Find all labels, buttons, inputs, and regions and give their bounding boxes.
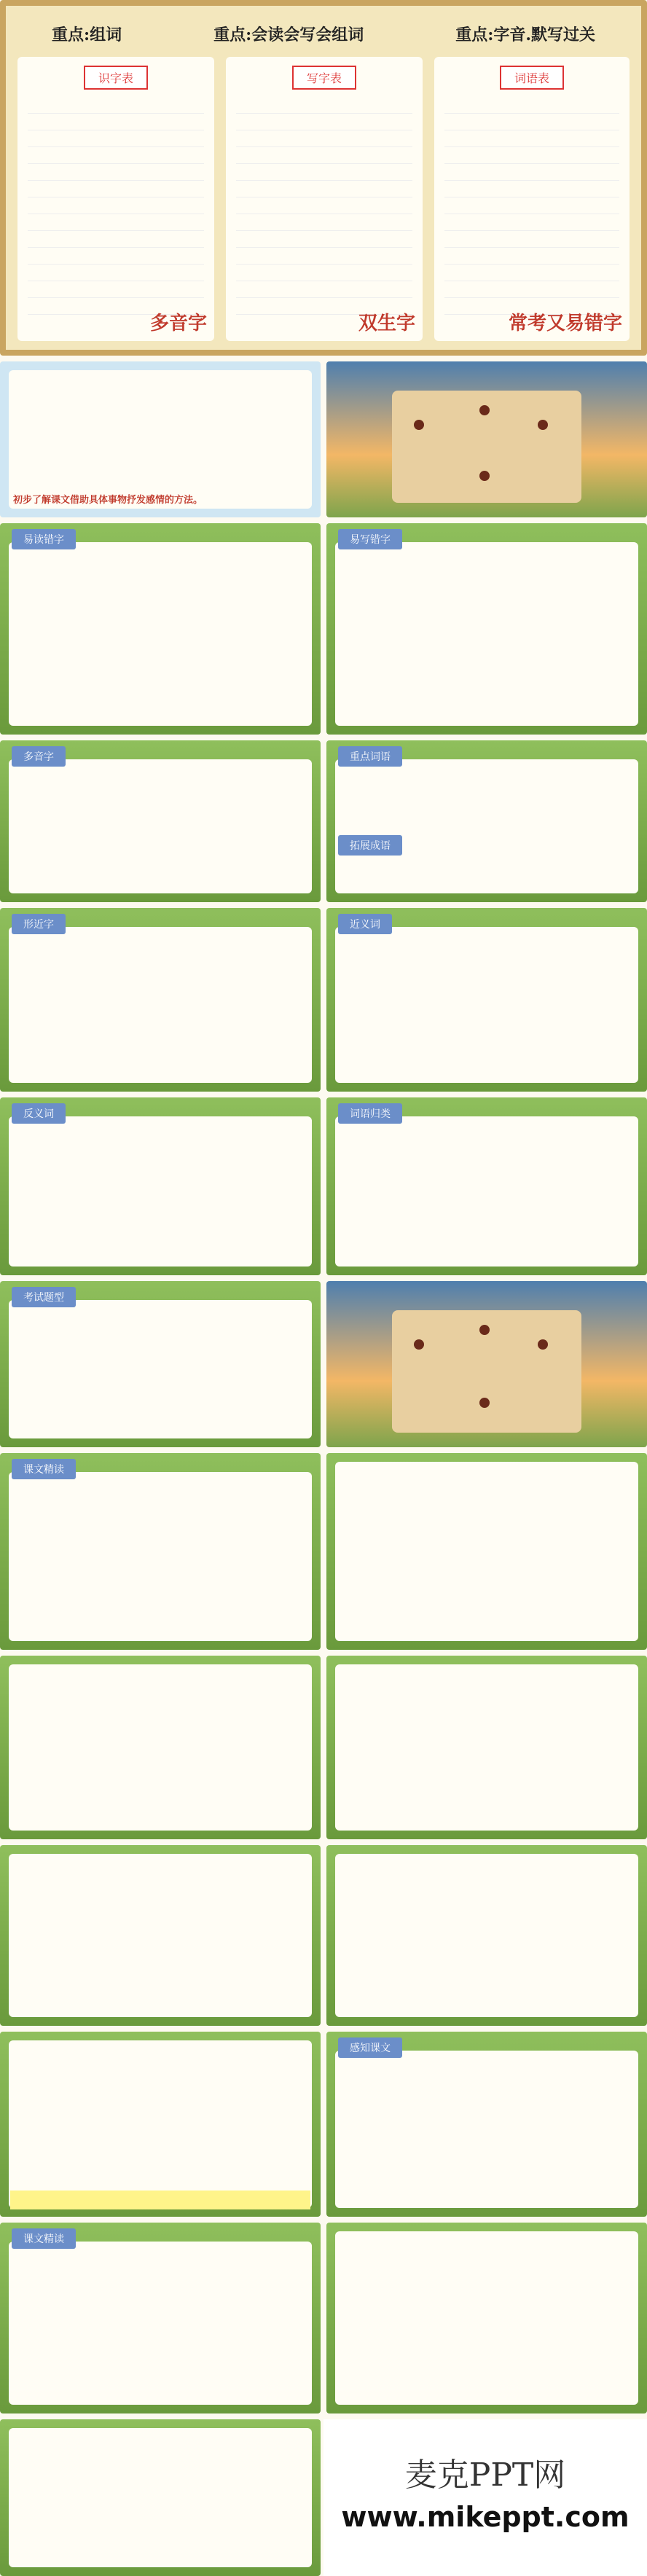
slide-inner — [335, 1664, 638, 1831]
slide-inner — [9, 2242, 312, 2405]
slide-jingdu-7 — [0, 2032, 321, 2217]
highlight-bar — [10, 2191, 310, 2209]
hero-slide — [0, 0, 647, 356]
tag-shizi: 识字表 — [84, 66, 148, 90]
slide-zhongdian — [326, 740, 647, 902]
slide-inner — [9, 759, 312, 893]
slide-jinyi — [326, 908, 647, 1092]
objective-note: 初步了解课文借助具体事物抒发感情的方法。 — [13, 495, 203, 506]
route-map — [392, 1310, 581, 1433]
watermark-line1: 麦克PPT网 — [404, 2456, 566, 2494]
slide-title: 重点词语 — [338, 746, 402, 767]
slide-inner — [9, 1300, 312, 1438]
slide-title: 易写错字 — [338, 529, 402, 549]
slide-inner — [9, 542, 312, 726]
tag-ciyu: 词语表 — [500, 66, 564, 90]
slide-jingdu-1 — [0, 1453, 321, 1650]
header-3: 重点:字音.默写过关 — [455, 25, 595, 44]
slide-map — [326, 361, 647, 517]
route-map — [392, 391, 581, 503]
slide-map-2 — [326, 1281, 647, 1447]
slide-inner — [9, 1854, 312, 2017]
col-xiezi — [226, 57, 423, 341]
slide-title: 考试题型 — [12, 1287, 76, 1307]
slide-title: 课文精读 — [12, 2228, 76, 2249]
col-lines — [236, 97, 412, 305]
slide-title: 课文精读 — [12, 1459, 76, 1479]
map-node — [479, 405, 490, 415]
slide-inner — [9, 2040, 312, 2208]
slide-fanyi — [0, 1097, 321, 1275]
slide-inner — [9, 1472, 312, 1641]
slide-title: 易读错字 — [12, 529, 76, 549]
col-ciyu — [434, 57, 630, 341]
slide-yiducuo — [0, 523, 321, 735]
slide-title: 反义词 — [12, 1103, 66, 1124]
slide-inner — [9, 927, 312, 1083]
slide-jingdu-2 — [326, 1453, 647, 1650]
slide-inner — [335, 2231, 638, 2405]
slide-title: 形近字 — [12, 914, 66, 934]
slide-inner — [9, 1116, 312, 1267]
label-shuangsheng: 双生字 — [358, 313, 415, 334]
slide-duoyinzi — [0, 740, 321, 902]
slide-inner — [9, 370, 312, 509]
tag-xiezi: 写字表 — [292, 66, 356, 90]
slide-title: 多音字 — [12, 746, 66, 767]
slide-inner — [335, 927, 638, 1083]
slide-title: 感知课文 — [338, 2037, 402, 2058]
slide-inner — [335, 1116, 638, 1267]
hero-headers — [6, 19, 641, 48]
slide-inner — [335, 1854, 638, 2017]
map-node — [414, 1339, 424, 1350]
label-yicuo: 常考又易错字 — [508, 313, 622, 334]
slide-inner — [335, 542, 638, 726]
map-node — [538, 1339, 548, 1350]
col-shizi — [17, 57, 214, 341]
slide-jingdu-4 — [326, 1656, 647, 1839]
slide-jingdu-5 — [0, 1845, 321, 2026]
slide-inner — [335, 759, 638, 893]
slide-objectives — [0, 361, 321, 517]
watermark-line2: www.mikeppt.com — [341, 2501, 630, 2533]
slide-jingdu-9 — [326, 2223, 647, 2413]
header-2: 重点:会读会写会组词 — [213, 25, 364, 44]
map-node — [414, 420, 424, 430]
slide-jingdu-6 — [326, 1845, 647, 2026]
header-1: 重点:组词 — [51, 25, 122, 44]
slide-jingdu-8 — [0, 2223, 321, 2413]
slide-yixiecuo — [326, 523, 647, 735]
slide-tixing — [0, 1281, 321, 1447]
slide-inner — [9, 2428, 312, 2567]
slide-subtitle: 拓展成语 — [338, 835, 402, 856]
slide-jingdu-3 — [0, 1656, 321, 1839]
slide-inner — [335, 2051, 638, 2208]
slide-guilei — [326, 1097, 647, 1275]
slide-inner — [335, 1462, 638, 1641]
map-node — [479, 1398, 490, 1408]
map-node — [479, 471, 490, 481]
slide-jingdu-10 — [0, 2419, 321, 2576]
map-node — [479, 1325, 490, 1335]
slide-title: 词语归类 — [338, 1103, 402, 1124]
slide-title: 近义词 — [338, 914, 392, 934]
watermark — [324, 2419, 647, 2576]
col-lines — [28, 97, 204, 305]
slide-ganzhi — [326, 2032, 647, 2217]
slide-xingjin — [0, 908, 321, 1092]
map-node — [538, 420, 548, 430]
slide-inner — [9, 1664, 312, 1831]
label-duoyin: 多音字 — [149, 313, 207, 334]
col-lines — [444, 97, 619, 305]
